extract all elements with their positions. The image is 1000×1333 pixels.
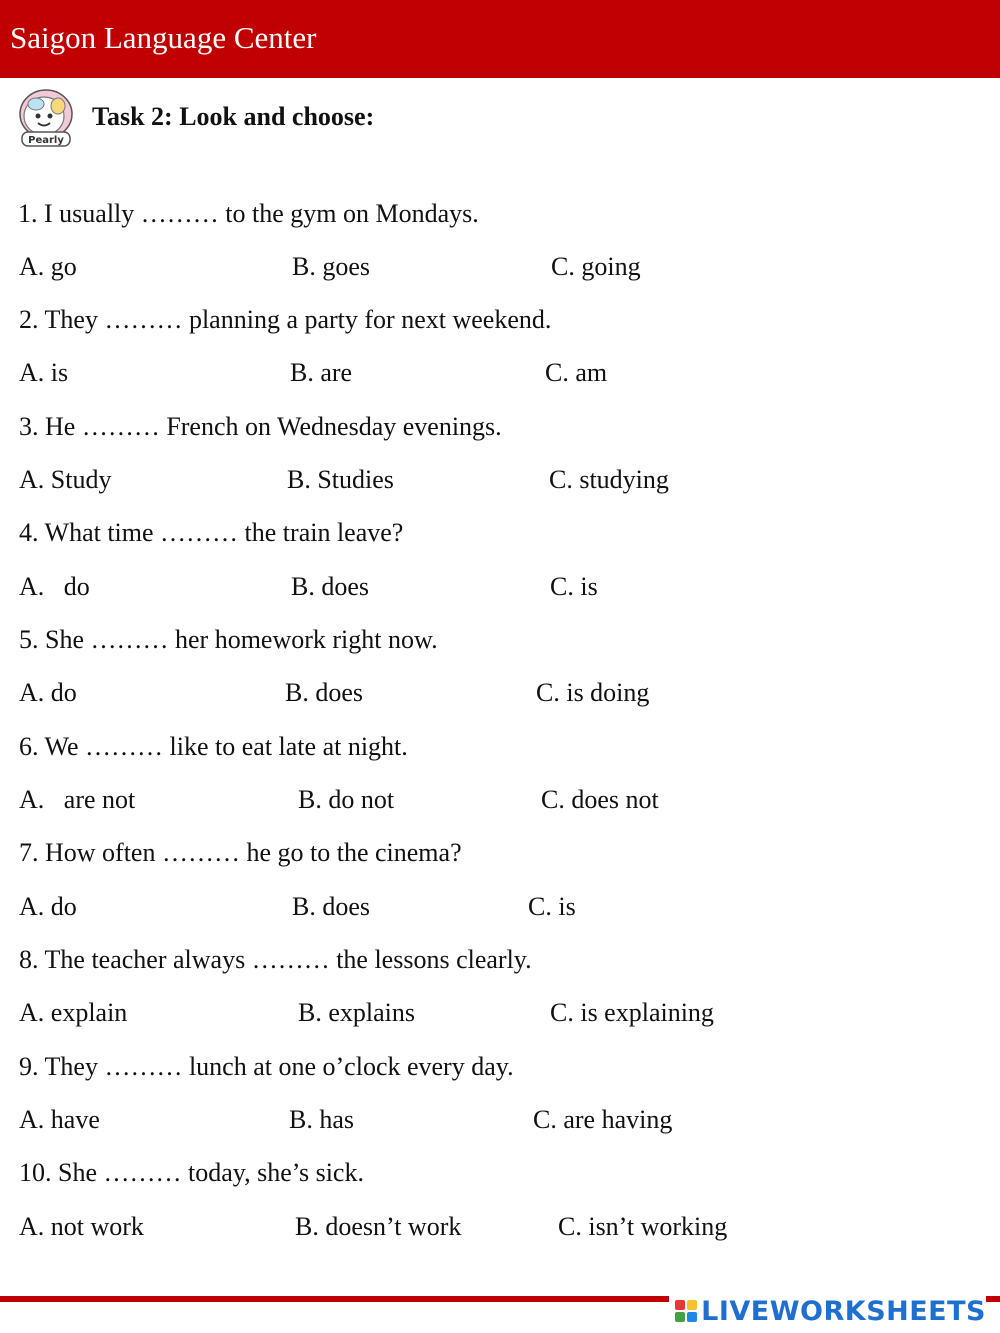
q6-option-c[interactable]: C. does not	[541, 785, 659, 814]
question-8: 8. The teacher always ……… the lessons clearly.	[19, 945, 532, 974]
q7-option-c[interactable]: C. is	[528, 892, 576, 921]
q10-option-a[interactable]: A. not work	[19, 1212, 144, 1241]
q2-option-b[interactable]: B. are	[290, 358, 353, 387]
q9-option-b[interactable]: B. has	[289, 1105, 354, 1134]
q1-option-b[interactable]: B. goes	[292, 252, 370, 281]
q7-option-b[interactable]: B. does	[292, 892, 370, 921]
center-name: Saigon Language Center	[10, 20, 317, 55]
q3-option-b[interactable]: B. Studies	[287, 465, 394, 494]
q9-option-c[interactable]: C. are having	[533, 1105, 673, 1134]
question-2: 2. They ……… planning a party for next weekend.	[19, 305, 552, 334]
q4-option-b[interactable]: B. does	[291, 572, 369, 601]
q1-option-c[interactable]: C. going	[551, 252, 641, 281]
logo-block	[675, 1312, 685, 1322]
q2-option-a[interactable]: A. is	[19, 358, 69, 387]
q5-option-a[interactable]: A. do	[19, 678, 77, 707]
q3-option-a[interactable]: A. Study	[19, 465, 112, 494]
logo-block	[687, 1312, 697, 1322]
logo-block	[675, 1300, 685, 1310]
question-6: 6. We ……… like to eat late at night.	[19, 732, 408, 761]
question-3: 3. He ……… French on Wednesday evenings.	[19, 412, 502, 441]
q6-option-b[interactable]: B. do not	[298, 785, 395, 814]
q3-option-c[interactable]: C. studying	[549, 465, 669, 494]
q8-option-a[interactable]: A. explain	[19, 998, 128, 1027]
question-9: 9. They ……… lunch at one o’clock every day.	[19, 1052, 514, 1081]
q8-option-c[interactable]: C. is explaining	[550, 998, 714, 1027]
task-title: Task 2: Look and choose:	[92, 102, 375, 131]
q5-option-b[interactable]: B. does	[285, 678, 363, 707]
question-1: 1. I usually ……… to the gym on Mondays.	[18, 199, 479, 228]
question-4: 4. What time ……… the train leave?	[19, 518, 404, 547]
q7-option-a[interactable]: A. do	[19, 892, 77, 921]
q8-option-b[interactable]: B. explains	[298, 998, 415, 1027]
header-bar	[0, 0, 1000, 78]
q9-option-a[interactable]: A. have	[19, 1105, 100, 1134]
q4-option-c[interactable]: C. is	[550, 572, 598, 601]
q5-option-c[interactable]: C. is doing	[536, 678, 650, 707]
liveworksheets-logo-icon	[675, 1300, 697, 1322]
question-10: 10. She ……… today, she’s sick.	[19, 1158, 364, 1187]
q10-option-c[interactable]: C. isn’t working	[558, 1212, 728, 1241]
question-7: 7. How often ……… he go to the cinema?	[19, 838, 462, 867]
pearly-mascot-icon	[14, 86, 78, 150]
question-5: 5. She ……… her homework right now.	[19, 625, 438, 654]
liveworksheets-logo[interactable]	[669, 1296, 986, 1326]
q4-option-a[interactable]: A. do	[19, 572, 90, 601]
logo-block	[687, 1300, 697, 1310]
q10-option-b[interactable]: B. doesn’t work	[295, 1212, 462, 1241]
q2-option-c[interactable]: C. am	[545, 358, 608, 387]
liveworksheets-logo-text: LIVEWORKSHEETS	[701, 1295, 986, 1327]
mascot-label: Pearly	[28, 135, 64, 146]
q6-option-a[interactable]: A. are not	[19, 785, 136, 814]
q1-option-a[interactable]: A. go	[19, 252, 77, 281]
